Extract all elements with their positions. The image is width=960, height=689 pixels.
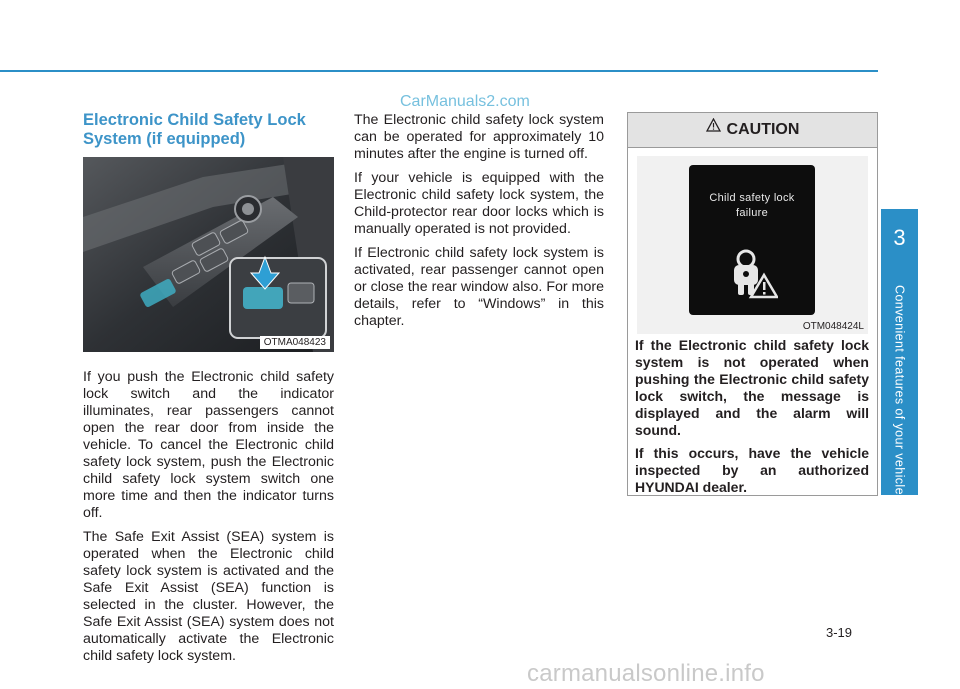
caution-paragraph: If the Electronic child safety lock system is not operated when pushing the Electronic child safety lock switch, the message is displayed and the alarm will sound.: [635, 337, 869, 438]
paragraph: If your vehicle is equipped with the Electronic child safety lock system, the Child-protector rear door locks which is manually operated is not provided.: [354, 170, 604, 237]
page-number: 3-19: [826, 625, 853, 640]
cluster-display: [689, 165, 815, 315]
caution-text: [635, 337, 869, 502]
chapter-title: Convenient features of your vehicle: [892, 285, 907, 495]
door-panel-illustration: [83, 157, 334, 352]
chapter-number: 3: [893, 225, 906, 250]
child-lock-warning-icon: [728, 247, 778, 304]
watermark-top: CarManuals2.com: [400, 93, 530, 110]
column-1-text: [83, 369, 334, 672]
cluster-message-line: failure: [735, 207, 769, 219]
door-switch-photo: [83, 157, 334, 352]
column-2-text: [354, 112, 604, 337]
cluster-message: [689, 191, 815, 221]
paragraph: If Electronic child safety lock system is activated, rear passenger cannot open or close the rear window also. For more details, refer to “Windows” in this chapter.: [354, 245, 604, 329]
paragraph: The Electronic child safety lock system can be operated for approximately 10 minutes after the engine is turned off.: [354, 112, 604, 162]
caution-paragraph: If this occurs, have the vehicle inspected by an authorized HYUNDAI dealer.: [635, 445, 869, 495]
watermark-bottom: carmanualsonline.info: [527, 660, 765, 687]
image-code: OTM048424L: [802, 321, 864, 332]
paragraph: If you push the Electronic child safety lock switch and the indicator illuminates, rear passengers cannot open the rear door from inside the vehicle. To cancel the Electronic child safety lock system, push the Electronic child safety lock system switch one more time and then the indicator turns off.: [83, 369, 334, 521]
header-rule: [0, 70, 878, 72]
cluster-image: [637, 156, 868, 334]
chapter-tab: [881, 209, 918, 495]
caution-header: [628, 113, 877, 148]
cluster-message-line: Child safety lock: [709, 192, 795, 204]
photo-caption: OTMA048423: [260, 336, 330, 349]
paragraph: The Safe Exit Assist (SEA) system is operated when the Electronic child safety lock system is activated and the Safe Exit Assist (SEA) function is selected in the cluster. However, the Safe Exit Assist (SEA) system does not automatically activate the Electronic child safety lock system.: [83, 529, 334, 664]
section-title: Electronic Child Safety Lock System (if equipped): [83, 111, 306, 148]
caution-box: [627, 112, 878, 496]
caution-title: CAUTION: [726, 121, 800, 138]
warning-triangle-icon: [706, 111, 721, 145]
